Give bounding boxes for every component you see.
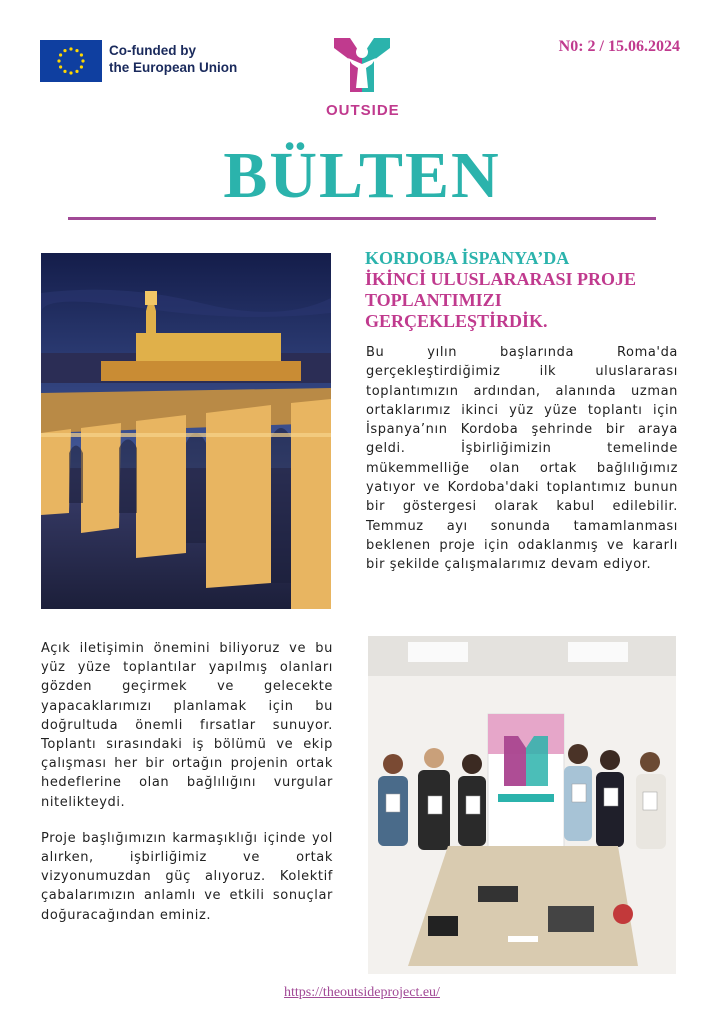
footer-website-link[interactable]: https://theoutsideproject.eu/ [284, 985, 440, 1000]
headline-line-1: KORDOBA İSPANYA’DA [365, 248, 570, 268]
issue-number: N0: 2 / 15.06.2024 [558, 38, 680, 55]
outside-logo [326, 30, 398, 126]
page-title: BÜLTEN [223, 139, 501, 212]
cordoba-bridge-photo [41, 253, 331, 609]
article-paragraph-1: Bu yılın başlarında Roma'da gerçekleştirdiğimiz ilk uluslararası toplantımızın ardından, alanında uzman ortaklarımız ikinci yüz yüze toplantı için İspanya’nın Kordoba şehrinde bir araya geldi. İşbirliğimizin temelinde mükemmelliğe olan ortak bağlılığımız yatıyor ve Kordoba'daki toplantımız bunun bir göstergesi olarak kabul edilebilir. Temmuz ayı sonunda tamamlanması beklenen proje için odaklanmış ve kararlı bir şekilde çalışmalarımız devam ediyor. [366, 345, 678, 573]
eu-line-1: Co-funded by [109, 43, 196, 58]
article-paragraph-3: Proje başlığımızın karmaşıklığı içinde yol alırken, işbirliğimiz ve ortak vizyonumuzdan güç alıyoruz. Kolektif çabalarımızın anlamlı ve etkili sonuçlar doğuracağından eminiz. [41, 830, 333, 923]
article-paragraph-2: Açık iletişimin önemini biliyoruz ve bu yüz yüze toplantılar yapılmış olanları gözden geçirmek ve gelecekte yapacaklarımızı planlamak için bu doğrultuda önemli fırsatlar sunuyor. Toplantı sırasındaki iş bölümü ve ekip çalışması her bir ortağın projenin ortak hedeflerine olan bağlılığını vurgular nitelikteydi. [41, 641, 333, 810]
article-left-column [41, 639, 333, 942]
eu-flag-logo [40, 40, 102, 82]
eu-line-2: the European Union [109, 60, 238, 75]
title-divider [68, 217, 656, 220]
logo-wordmark: OUTSIDE [326, 102, 400, 119]
article-headline [365, 248, 665, 332]
eu-funding-text [109, 42, 237, 76]
team-meeting-photo [368, 636, 676, 974]
outside-logo-icon [326, 30, 398, 98]
headline-line-2: İKİNCİ ULUSLARARASI PROJE TOPLANTIMIZI GERÇEKLEŞTİRDİK. [365, 269, 637, 331]
